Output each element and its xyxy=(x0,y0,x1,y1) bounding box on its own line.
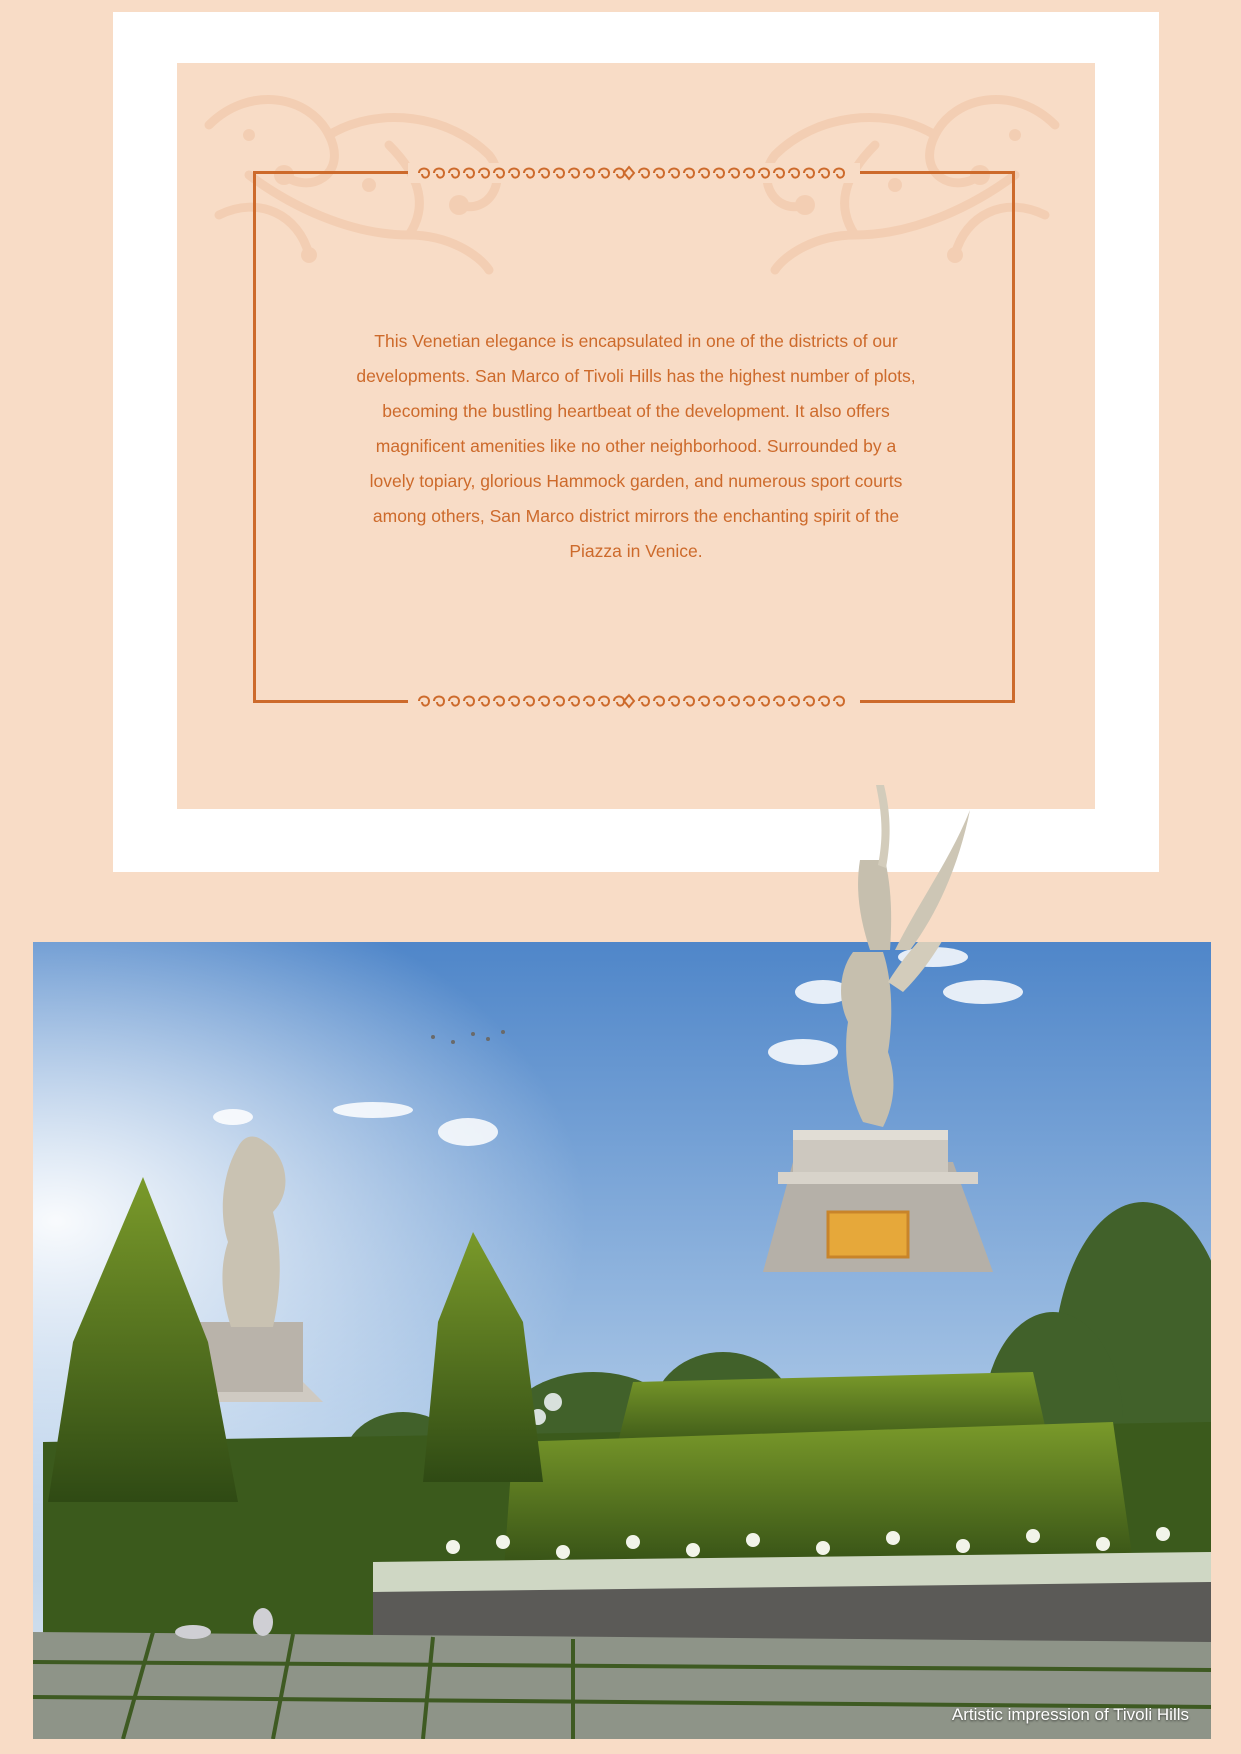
description-paragraph: This Venetian elegance is encapsulated in one of the districts of our developments. San Marco of Tivoli Hills has the highest number of plots, becoming the bustling heartbeat of the development. It also offers magnificent amenities like no other neighborhood. Surrounded by a lovely topiary, glorious Hammock garden, and numerous sport courts among others, San Marco district mirrors the enchanting spirit of the Piazza in Venice. xyxy=(356,331,916,561)
decorative-frame xyxy=(253,171,1015,703)
garden-photo xyxy=(33,942,1211,1739)
scroll-divider-bottom-icon xyxy=(408,691,860,711)
text-card xyxy=(177,63,1095,809)
photo-caption: Artistic impression of Tivoli Hills xyxy=(951,1705,1189,1724)
scroll-divider-top-icon xyxy=(408,163,860,183)
angel-statue-garden-icon xyxy=(33,942,1211,1739)
angel-arm-statue-icon xyxy=(800,780,980,950)
